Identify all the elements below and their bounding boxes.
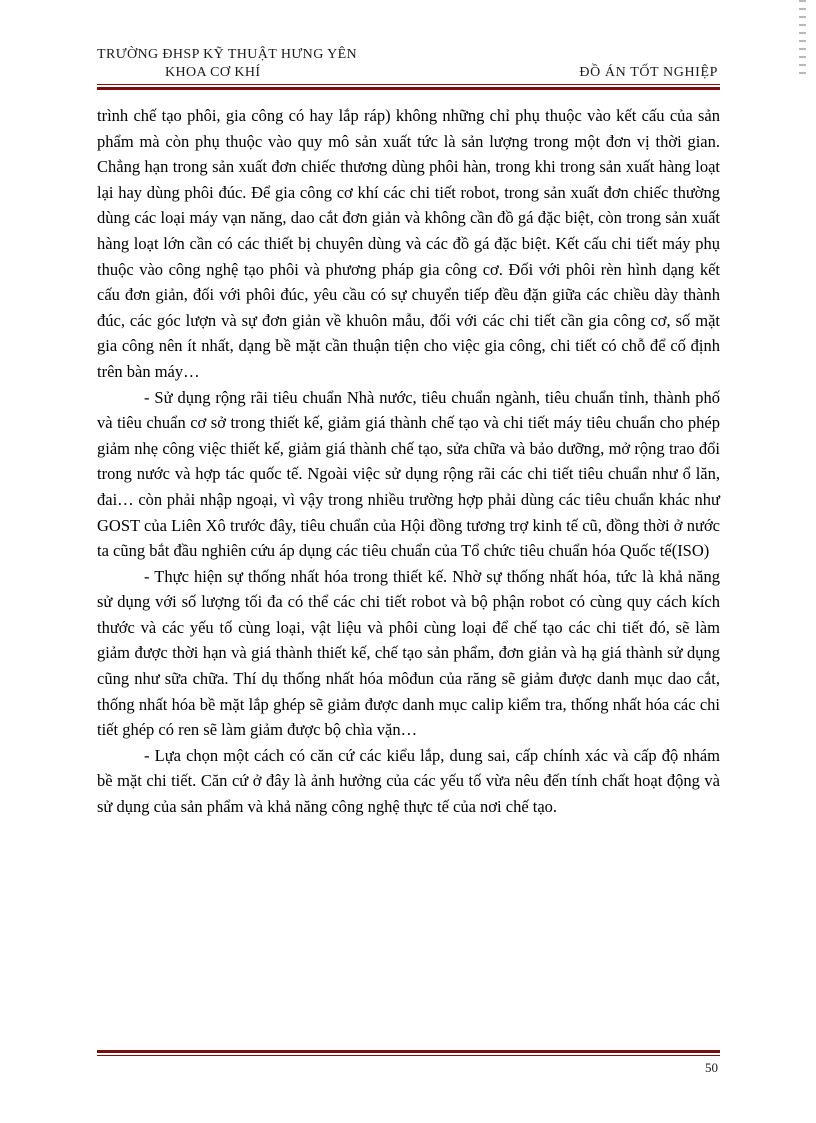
header-department: KHOA CƠ KHÍ xyxy=(165,65,261,80)
header-rule-thick xyxy=(97,87,720,90)
header-document-type: ĐỒ ÁN TỐT NGHIỆP xyxy=(579,65,718,80)
paragraph-3: - Thực hiện sự thống nhất hóa trong thiết kế. Nhờ sự thống nhất hóa, tức là khả năng sử dụng với số lượng tối đa có thể các chi tiết robot và bộ phận robot có cùng quy cách kích thước và các yếu tố cùng loại, vật liệu và phôi cùng loại để chế tạo các chi tiết đó, sẽ làm giảm được thời hạn và giá thành thiết kế, chế tạo sản phẩm, đơn giản và hạ giá thành sử dụng cũng như sữa chữa. Thí dụ thống nhất hóa môđun của răng sẽ giảm được danh mục dao cắt, thống nhất hóa bề mặt lắp ghép sẽ giảm được danh mục calip kiểm tra, thống nhất hóa các chi tiết ghép có ren sẽ làm giảm được bộ chìa vặn… xyxy=(97,566,720,740)
header-school-name: TRƯỜNG ĐHSP KỸ THUẬT HƯNG YÊN xyxy=(97,47,358,62)
header-rule-thin xyxy=(97,84,720,85)
page-edge-decoration xyxy=(799,0,807,1123)
paragraph-4: - Lựa chọn một cách có căn cứ các kiểu lắp, dung sai, cấp chính xác và cấp độ nhám bề mặt chi tiết. Căn cứ ở đây là ảnh hưởng của các yếu tố vừa nêu đến tính chất hoạt động và sử dụng của sản phẩm và khả năng công nghệ thực tế của nơi chế tạo. xyxy=(97,745,720,817)
page-body xyxy=(97,103,720,820)
page-number: 50 xyxy=(705,1060,718,1075)
footer-rule-thin xyxy=(97,1055,720,1056)
footer-rule-thick xyxy=(97,1050,720,1053)
paragraph-2: - Sử dụng rộng rãi tiêu chuẩn Nhà nước, tiêu chuẩn ngành, tiêu chuẩn tỉnh, thành phố và tiêu chuẩn cơ sở trong thiết kế, giảm giá thành chế tạo và chi tiết máy tiêu chuẩn cho phép giảm nhẹ công việc thiết kế, giảm giá thành chế tạo, sửa chữa và bảo dưỡng, mở rộng trao đổi trong nước và hợp tác quốc tế. Ngoài việc sử dụng rộng rãi các chi tiết tiêu chuẩn như ổ lăn, đai… còn phải nhập ngoại, vì vậy trong nhiều trường hợp phải dùng các tiêu chuẩn khác như GOST của Liên Xô trước đây, tiêu chuẩn của Hội đồng tương trợ kinh tế cũ, đồng thời ở nước ta cũng bắt đầu nghiên cứu áp dụng các tiêu chuẩn của Tổ chức tiêu chuẩn hóa Quốc tế(ISO) xyxy=(97,387,720,561)
paragraph-1: trình chế tạo phôi, gia công có hay lắp ráp) không những chỉ phụ thuộc vào kết cấu của sản phẩm mà còn phụ thuộc vào quy mô sản xuất tức là sản lượng trong một đơn vị thời gian. Chẳng hạn trong sản xuất đơn chiếc thương dùng phôi hàn, trong khi trong sản xuất hàng loạt lại hay dùng phôi đúc. Để gia công cơ khí các chi tiết robot, trong sản xuất đơn chiếc thường dùng các loại máy vạn năng, dao cắt đơn giản và không cần đồ gá đặc biệt, còn trong sản xuất hàng loạt lớn cần có các thiết bị chuyên dùng và các đồ gá đặc biệt. Kết cấu chi tiết máy phụ thuộc vào công nghệ tạo phôi và phương pháp gia công cơ. Đối với phôi rèn hình dạng kết cấu đơn giản, đối với phôi đúc, yêu cầu có sự chuyển tiếp đều đặn giữa các chiều dày thành đúc, các góc lượn và sự đơn giản về khuôn mẫu, đối với các chi tiết cần gia công cơ, số mặt gia công nên ít nhất, dạng bề mặt cần thuận tiện cho việc gia công, chi tiết có chỗ để cố định trên bàn máy… xyxy=(97,106,720,381)
